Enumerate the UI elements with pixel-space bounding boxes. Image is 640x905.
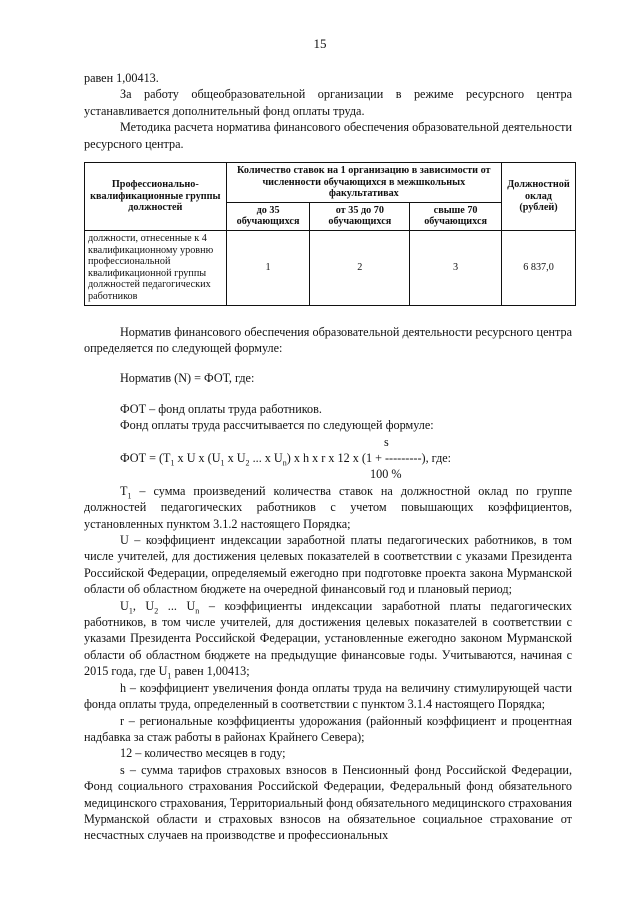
- months-definition: 12 – количество месяцев в году;: [120, 746, 286, 761]
- fot-calc-intro: Фонд оплаты труда рассчитывается по следующей формуле:: [120, 418, 434, 433]
- page-number: 15: [313, 36, 327, 51]
- u-definition: U – коэффициент индексации заработной платы педагогических работников, в том числе учителей, для достижения целевых показателей в соответствии с указами Президента Российской Федерации, определяемый ежегодно при подготовке проекта закона Мурманской области об областном бюджете на очередной финансовый год и плановый период;: [84, 533, 572, 597]
- methodology-paragraph: Методика расчета норматива финансового обеспечения образовательной деятельности ресурсного центра.: [84, 120, 572, 151]
- fot-definition: ФОТ – фонд оплаты труда работников.: [120, 401, 322, 416]
- resource-center-paragraph: За работу общеобразовательной организации в режиме ресурсного центра устанавливается дополнительный фонд оплаты труда.: [84, 87, 572, 118]
- header-sub-2: от 35 до 70 обучающихся: [310, 202, 410, 230]
- formula-norm: Норматив (N) = ФОТ, где:: [120, 371, 255, 386]
- staffing-table: [84, 162, 576, 306]
- header-count: Количество ставок на 1 организацию в зависимости от численности обучающихся в межшкольных факультативах: [226, 163, 501, 203]
- norm-intro: Норматив финансового обеспечения образовательной деятельности ресурсного центра определяется по следующей формуле:: [84, 324, 572, 355]
- un-definition: $U_1$, $U_2$ ... $U_n$ – коэффициенты индексации заработной платы педагогических работников, в том числе учителей, для достижения целевых показателей в соответствии с указами Президента Российской Федерации, установленные ежегодно законом Мурманской области об областном бюджете на предыдущие финансовые годы. Учитываются, начиная с 2015 года, где $U_1$ равен 1,00413;: [84, 598, 572, 681]
- cell-salary: 6 837,0: [502, 231, 576, 306]
- intro-line: равен 1,00413.: [84, 71, 159, 85]
- t1-definition: $Т_1$ – сумма произведений количества ставок на должностной оклад по группе должностей педагогических работников с учетом повышающих коэффициентов, установленных пунктом 3.1.2 настоящего Порядка;: [84, 483, 572, 531]
- formula-percent-denominator: 100 %: [370, 467, 402, 482]
- r-definition: r – региональные коэффициенты удорожания (районный коэффициент и процентная надбавка за стаж работы в районах Крайнего Севера);: [84, 713, 572, 744]
- cell-count-2: 2: [310, 231, 410, 306]
- header-group: Профессионально-квалификационные группы должностей: [85, 163, 227, 231]
- header-sub-1: до 35 обучающихся: [226, 202, 310, 230]
- header-salary: Должностной оклад (рублей): [502, 163, 576, 231]
- table-row: [85, 231, 576, 306]
- cell-count-3: 3: [410, 231, 502, 306]
- cell-count-1: 1: [226, 231, 310, 306]
- formula-s-numerator: s: [384, 434, 389, 449]
- formula-fot: ФОТ = ($Т_1$ х U х ($U_1$ х $U_2$ ... х $U_n$) х h х r х 12 х (1 + ---------), где:: [120, 451, 452, 468]
- header-sub-3: свыше 70 обучающихся: [410, 202, 502, 230]
- h-definition: h – коэффициент увеличения фонда оплаты труда на величину стимулирующей части фонда оплаты труда, определенный в соответствии с пунктом 3.1.4 настоящего Порядка;: [84, 680, 572, 712]
- document-body: [84, 70, 572, 844]
- cell-group: должности, отнесенные к 4 квалификационному уровню профессиональной квалификационной группы должностей педагогических работников: [85, 231, 227, 306]
- s-definition: s – сумма тарифов страховых взносов в Пенсионный фонд Российской Федерации, Фонд социального страхования Российской Федерации, Федеральный фонд обязательного медицинского страхования, Территориальный фонд обязательного медицинского страхования Мурманской области и страховых взносов на обязательное социальное страхование от несчастных случаев на производстве и профессиональных: [84, 762, 572, 843]
